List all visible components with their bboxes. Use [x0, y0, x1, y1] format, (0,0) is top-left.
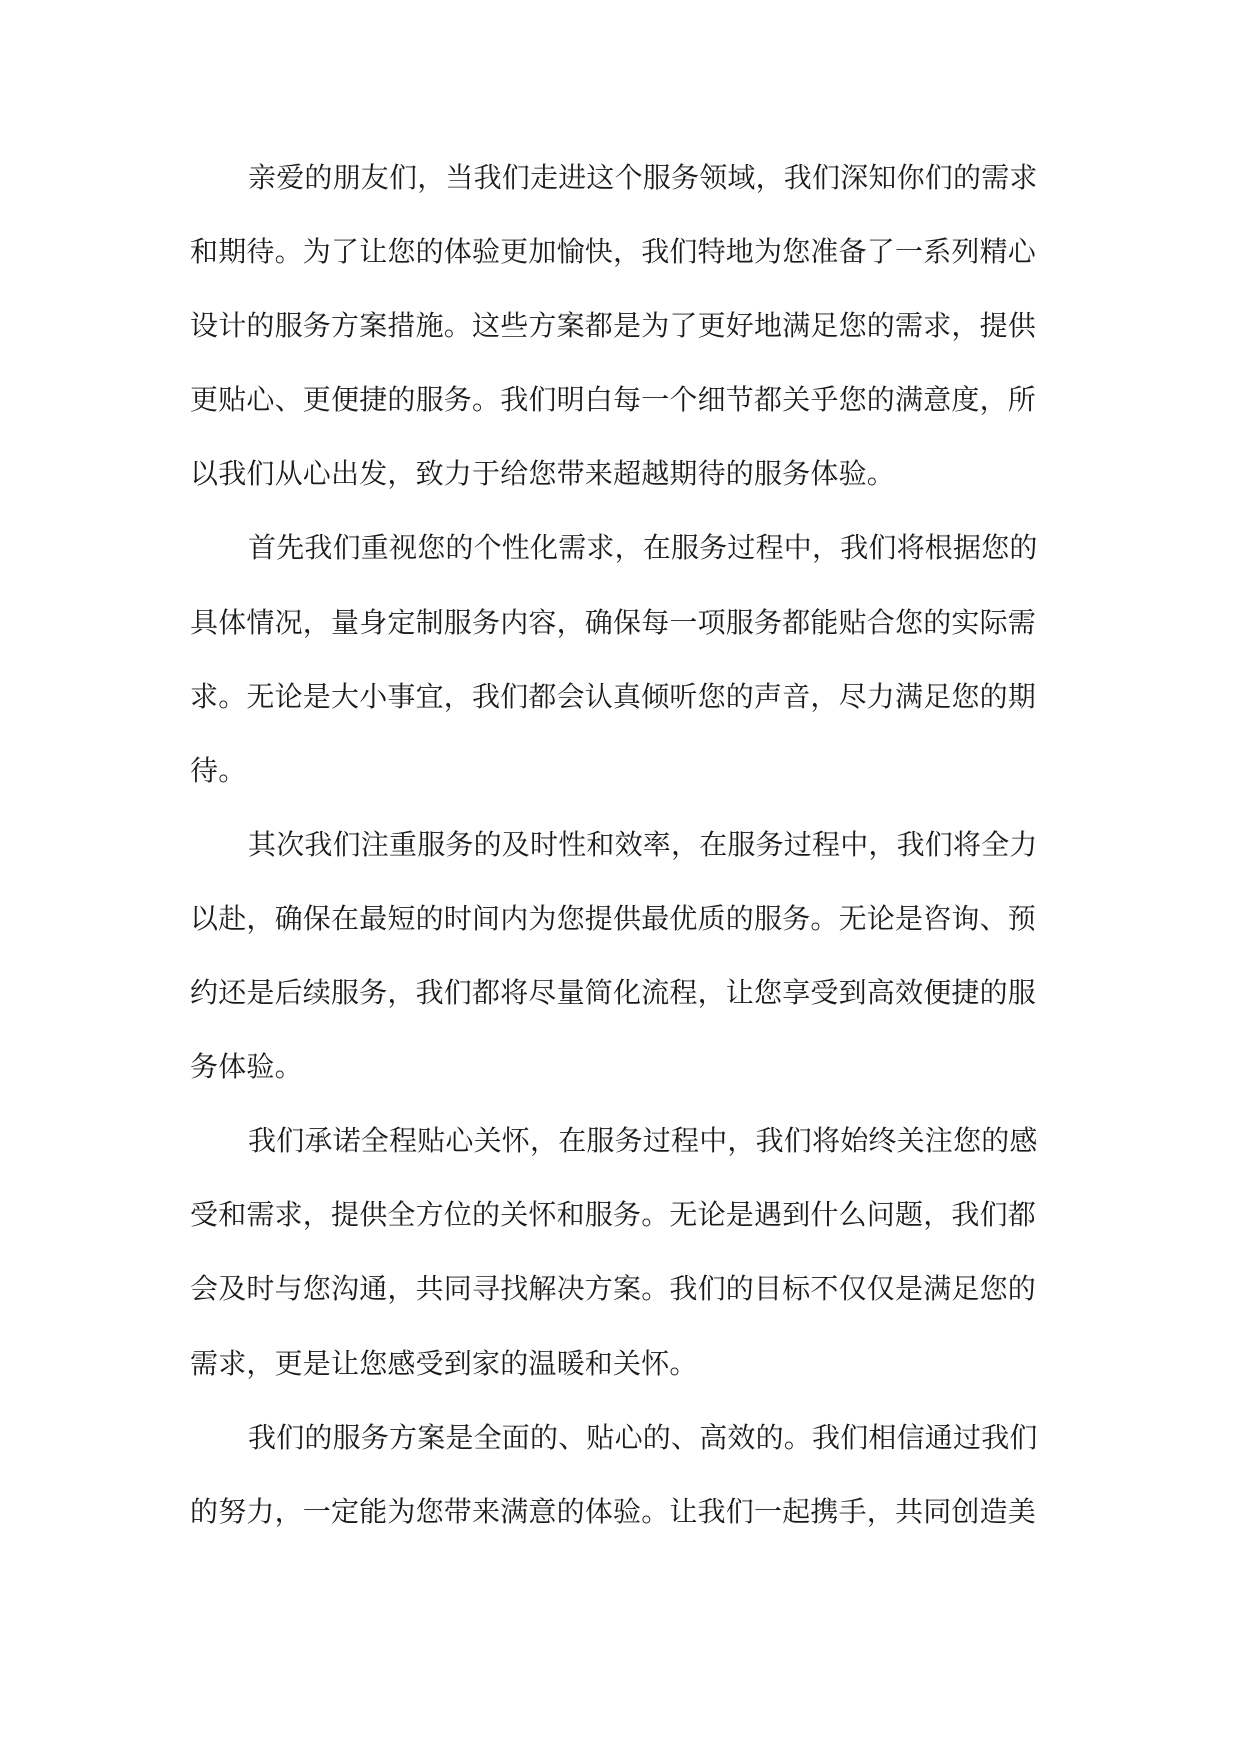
paragraph-line: 以赴，确保在最短的时间内为您提供最优质的服务。无论是咨询、预	[190, 901, 1037, 935]
paragraph-line: 亲爱的朋友们，当我们走进这个服务领域，我们深知你们的需求	[248, 161, 1038, 194]
paragraph-3	[190, 808, 1050, 1104]
paragraph-line: 我们的服务方案是全面的、贴心的、高效的。我们相信通过我们	[248, 1420, 1038, 1454]
paragraph-line: 待。	[190, 753, 247, 787]
document-body	[190, 141, 1050, 1549]
paragraph-line: 求。无论是大小事宜，我们都会认真倾听您的声音，尽力满足您的期	[190, 679, 1037, 713]
paragraph-line: 的努力，一定能为您带来满意的体验。让我们一起携手，共同创造美	[190, 1494, 1037, 1528]
paragraph-2	[190, 511, 1050, 807]
paragraph-line: 务体验。	[190, 1050, 303, 1084]
paragraph-4	[190, 1104, 1050, 1400]
paragraph-line: 受和需求，提供全方位的关怀和服务。无论是遇到什么问题，我们都	[190, 1198, 1037, 1232]
paragraph-line: 以我们从心出发，致力于给您带来超越期待的服务体验。	[190, 457, 896, 491]
paragraph-1	[190, 141, 1050, 511]
paragraph-line: 会及时与您沟通，共同寻找解决方案。我们的目标不仅仅是满足您的	[190, 1272, 1037, 1306]
paragraph-line: 和期待。为了让您的体验更加愉快，我们特地为您准备了一系列精心	[190, 235, 1037, 269]
paragraph-line: 我们承诺全程贴心关怀，在服务过程中，我们将始终关注您的感	[248, 1124, 1038, 1158]
paragraph-5	[190, 1401, 1050, 1549]
paragraph-line: 具体情况，量身定制服务内容，确保每一项服务都能贴合您的实际需	[190, 605, 1037, 639]
paragraph-line: 需求，更是让您感受到家的温暖和关怀。	[190, 1346, 698, 1380]
paragraph-line: 约还是后续服务，我们都将尽量简化流程，让您享受到高效便捷的服	[190, 976, 1037, 1010]
paragraph-line: 更贴心、更便捷的服务。我们明白每一个细节都关乎您的满意度，所	[190, 383, 1037, 417]
paragraph-line: 设计的服务方案措施。这些方案都是为了更好地满足您的需求，提供	[190, 309, 1037, 343]
paragraph-line: 首先我们重视您的个性化需求，在服务过程中，我们将根据您的	[248, 531, 1038, 565]
paragraph-line: 其次我们注重服务的及时性和效率，在服务过程中，我们将全力	[248, 827, 1038, 861]
